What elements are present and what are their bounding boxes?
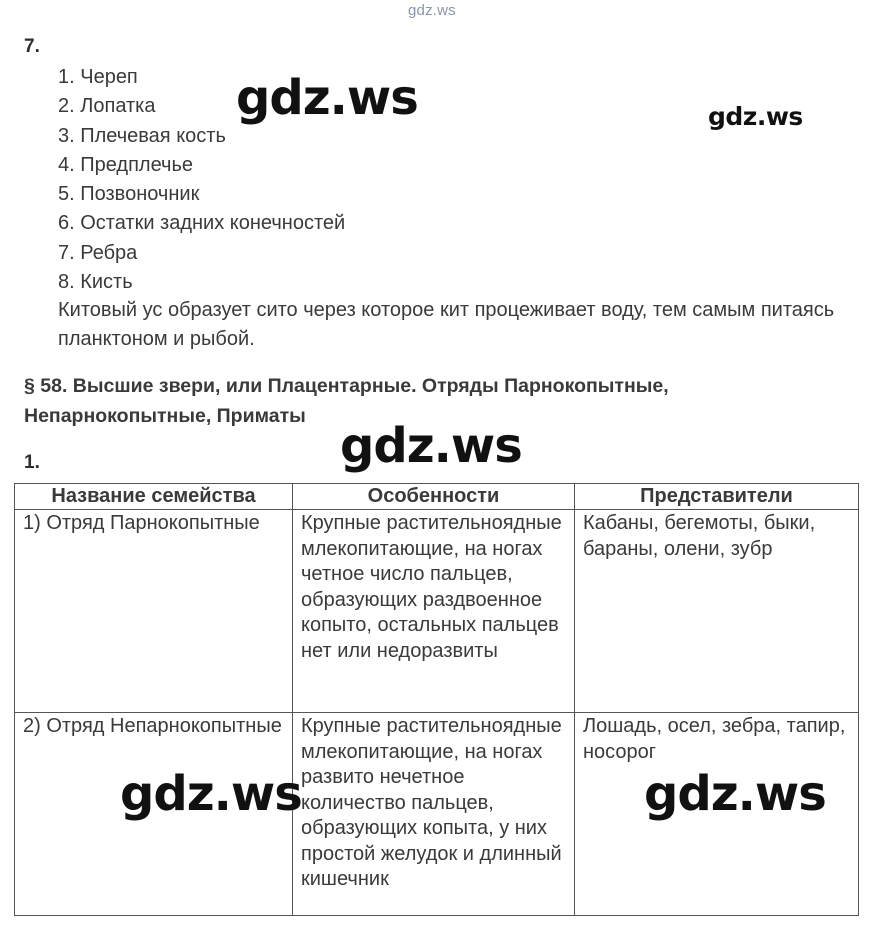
column-header-name: Название семейства	[15, 484, 293, 510]
header-watermark: gdz.ws	[408, 2, 456, 19]
list-item: 3. Плечевая кость	[58, 124, 226, 147]
table-cell-features: Крупные растительноядные млекопитающие, на ногах развито нечетное количество пальцев, образующих копыта, у них простой желудок и длинный кишечник	[293, 713, 575, 916]
column-header-representatives: Представители	[575, 484, 859, 510]
list-item: 7. Ребра	[58, 241, 138, 264]
whale-baleen-note: Китовый ус образует сито через которое кит процеживает воду, тем самым питаясь планктоном и рыбой.	[58, 299, 835, 350]
watermark: gdz.ws	[644, 766, 826, 822]
watermark: gdz.ws	[120, 766, 302, 822]
list-item: 1. Череп	[58, 66, 138, 88]
column-header-features: Особенности	[293, 484, 575, 510]
list-item: 8. Кисть	[58, 271, 133, 294]
table-cell-name: 2) Отряд Непарнокопытные	[15, 713, 293, 916]
table-cell-representatives: Кабаны, бегемоты, быки, бараны, олени, зубр	[575, 510, 859, 713]
table-row	[15, 510, 859, 713]
list-item: 6. Остатки задних конечностей	[58, 212, 346, 235]
task-7-number: 7.	[24, 36, 40, 57]
list-item: 4. Предплечье	[58, 153, 194, 176]
watermark: gdz.ws	[708, 102, 803, 131]
section-heading: § 58. Высшие звери, или Плацентарные. Отряды Парнокопытные, Непарнокопытные, Приматы	[24, 375, 669, 427]
table-header-row	[15, 484, 859, 510]
task-1-number: 1.	[24, 452, 40, 473]
table-cell-name: 1) Отряд Парнокопытные	[15, 510, 293, 713]
watermark: gdz.ws	[340, 418, 522, 474]
orders-table	[14, 483, 859, 916]
list-item: 2. Лопатка	[58, 95, 156, 118]
table-cell-features: Крупные растительноядные млекопитающие, на ногах четное число пальцев, образующих раздвоенное копыто, остальных пальцев нет или недоразвиты	[293, 510, 575, 713]
list-item: 5. Позвоночник	[58, 183, 200, 206]
table-cell-representatives: Лошадь, осел, зебра, тапир, носорог	[575, 713, 859, 916]
watermark: gdz.ws	[236, 70, 418, 126]
